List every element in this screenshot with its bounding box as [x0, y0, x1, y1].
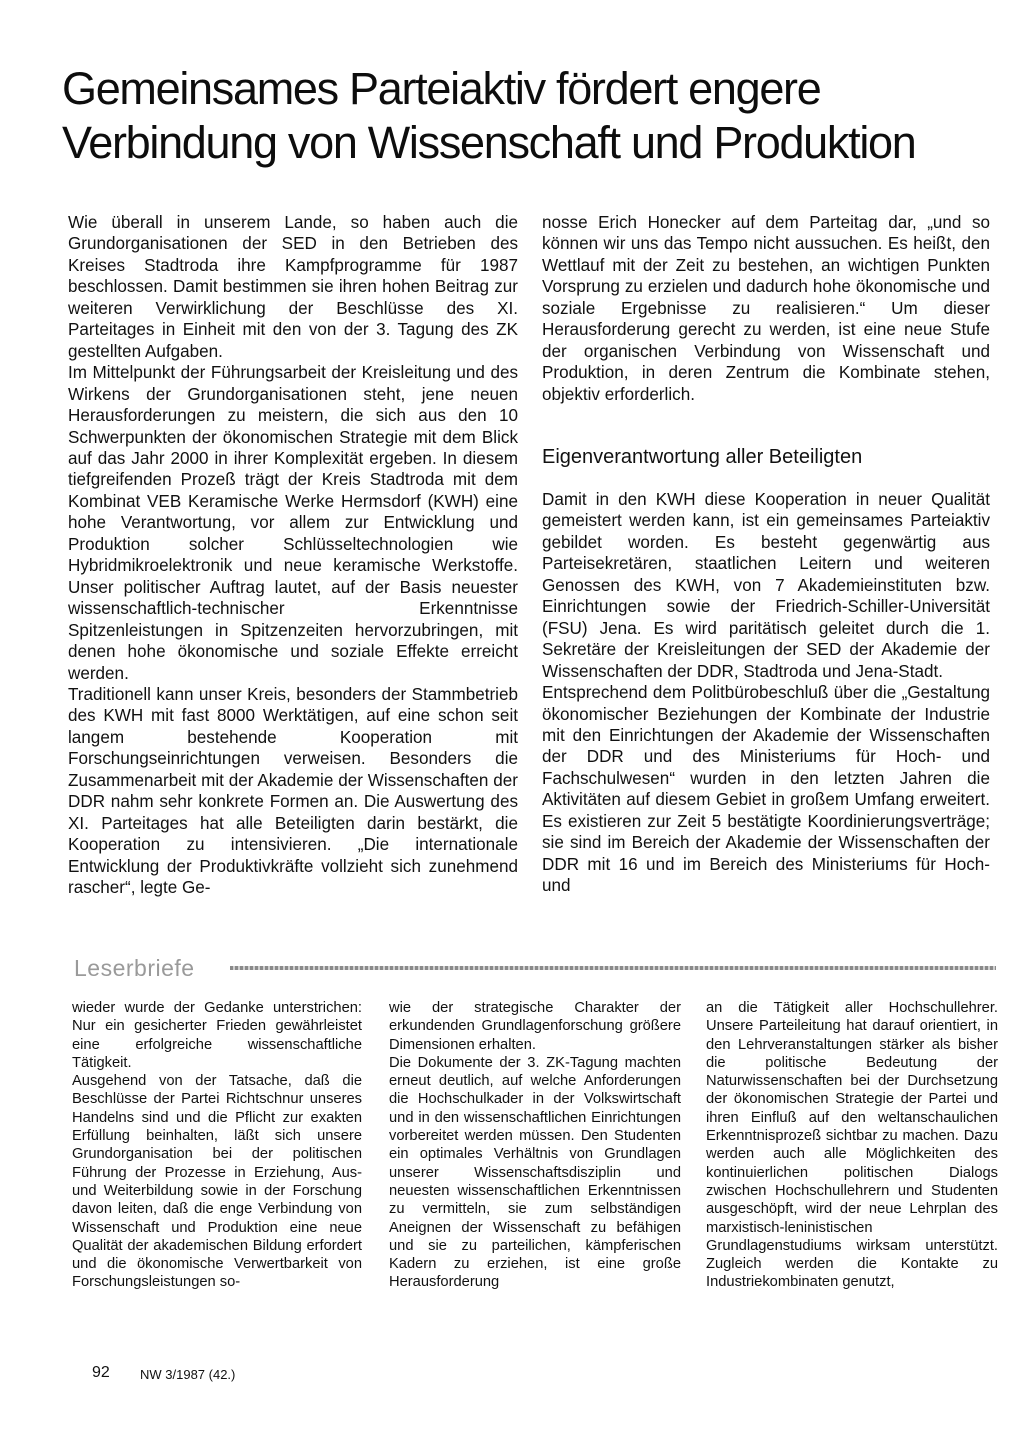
paragraph: an die Tätigkeit aller Hochschullehrer. Unsere Parteileitung hat darauf orientiert, in den Lehrveranstaltungen stärker als bisher die politische Bedeutung der Naturwissenschaften bei der Durchsetzung der ökonomischen Strategie der Partei und ihren Einfluß auf den weltanschaulichen Erkenntnisprozeß sichtbar zu machen. Dazu werden auch alle Möglichkeiten des kontinuierlichen politischen Dialogs zwischen Hochschullehrern und Studenten ausgeschöpft, wird der neue Lehrplan des marxistisch-leninistischen Grundlagenstudiums wirksam unterstützt. Zugleich werden die Kontakte zu Industriekombinaten genutzt,	[706, 1000, 998, 1291]
paragraph: Wie überall in unserem Lande, so haben auch die Grundorganisationen der SED in den Betrieben des Kreises Stadtroda ihre Kampfprogramme für 1987 beschlossen. Damit bestimmen sie ihren hohen Beitrag zur weiteren Verwirklichung der Beschlüsse des XI. Parteitages in Einheit mit den von der 3. Tagung des ZK gestellten Aufgaben.	[68, 213, 518, 361]
subheading: Eigenverantwortung aller Beteiligten	[542, 446, 863, 468]
headline: Gemeinsames Parteiaktiv fördert engere Verbindung von Wissenschaft und Produktion	[62, 63, 916, 168]
page-number: 92	[92, 1364, 110, 1381]
article-column-2-top	[542, 212, 990, 405]
paragraph: Damit in den KWH diese Kooperation in neuer Qualität gemeistert werden kann, ist ein gemeinsames Parteiaktiv gebildet worden. Es besteht gegenwärtig aus Parteisekretären, staatlichen Leitern und weiteren Genossen des KWH, von 7 Akademieinstituten bzw. Einrichtungen sowie der Friedrich-Schiller-Universität (FSU) Jena. Es wird paritätisch geleitet durch die 1. Sekretäre der Kreisleitungen der SED der Akademie der Wissenschaften der DDR, Stadtroda und Jena-Stadt.	[542, 490, 990, 681]
letters-column-2	[389, 999, 681, 1292]
paragraph: nosse Erich Honecker auf dem Parteitag dar, „und so können wir uns das Tempo nicht aussuchen. Es heißt, den Wettlauf mit der Zeit zu bestehen, an wichtigen Punkten Vorsprung zu erzielen und dadurch hohe ökonomische und soziale Ergebnisse zu realisieren.“ Um dieser Herausforderung gerecht zu werden, ist eine neue Stufe der organischen Verbindung von Wissenschaft und Produktion, in deren Zentrum die Kombinate stehen, objektiv erforderlich.	[542, 213, 990, 404]
issue-reference: NW 3/1987 (42.)	[140, 1367, 236, 1382]
article-column-1	[68, 212, 518, 899]
paragraph: Traditionell kann unser Kreis, besonders der Stammbetrieb des KWH mit fast 8000 Werktätigen, auf eine schon seit langem bestehende Kooperation mit Forschungseinrichtungen verweisen. Besonders die Zusammenarbeit mit der Akademie der Wissenschaften der DDR nahm sehr konkrete Formen an. Die Auswertung des XI. Parteitages hat alle Beteiligten darin bestärkt, die Kooperation zu intensivieren. „Die internationale Entwicklung der Produktivkräfte vollzieht sich zunehmend rascher“, legte Ge-	[68, 684, 518, 898]
paragraph: Ausgehend von der Tatsache, daß die Beschlüsse der Partei Richtschnur unseres Handelns sind und die Pflicht zur exakten Erfüllung beinhalten, läßt sich unsere Grundorganisation bei der politischen Führung der Prozesse in Erziehung, Aus- und Weiterbildung sowie in der Forschung davon leiten, daß die enge Verbindung von Wissenschaft und Produktion eine neue Qualität der akademischen Bildung erfordert und die ökonomische Verwertbarkeit von Forschungsleistungen so-	[72, 1073, 362, 1291]
paragraph: wie der strategische Charakter der erkundenden Grundlagenforschung größere Dimensionen erhalten.	[389, 1000, 681, 1053]
letters-column-3	[706, 999, 998, 1292]
paragraph: Die Dokumente der 3. ZK-Tagung machten erneut deutlich, auf welche Anforderungen die Hochschulkader in der Volkswirtschaft und in den wissenschaftlichen Einrichtungen vorbereitet werden müssen. Den Studenten ein optimales Verhältnis von Grundlagen unserer Wissenschaftsdisziplin und neuesten wissenschaftlichen Erkenntnissen zu vermitteln, sie zum selbständigen Aneignen der Wissenschaft zu befähigen und sie zu parteilichen, kämpferischen Kadern zu erziehen, ist eine große Herausforderung	[389, 1054, 681, 1291]
paragraph: wieder wurde der Gedanke unterstrichen: Nur ein gesicherter Frieden gewährleistet eine erfolgreiche wissenschaftliche Tätigkeit.	[72, 1000, 362, 1071]
letters-column-1	[72, 999, 362, 1292]
section-divider	[230, 966, 996, 970]
section-label: Leserbriefe	[74, 955, 195, 981]
article-column-2-bottom	[542, 489, 990, 897]
paragraph: Im Mittelpunkt der Führungsarbeit der Kreisleitung und des Wirkens der Grundorganisationen steht, jene neuen Herausforderungen zu meistern, die sich aus den 10 Schwerpunkten der ökonomischen Strategie mit dem Blick auf das Jahr 2000 in ihrer Komplexität ergeben. In diesem tiefgreifenden Prozeß trägt der Kreis Stadtroda mit dem Kombinat VEB Keramische Werke Hermsdorf (KWH) eine hohe Verantwortung, vor allem zur Entwicklung und Produktion solcher Schlüsseltechnologien wie Hybridmikroelektronik und neue keramische Werkstoffe. Unser politischer Auftrag lautet, auf der Basis neuester wissenschaftlich-technischer Erkenntnisse Spitzenleistungen in Spitzenzeiten hervorzubringen, mit denen hohe ökonomische und soziale Effekte erreicht werden.	[68, 363, 518, 683]
paragraph: Entsprechend dem Politbürobeschluß über die „Gestaltung ökonomischer Beziehungen der Kombinate der Industrie mit den Einrichtungen der Akademie der Wissenschaften der DDR und des Ministeriums für Hoch- und Fachschulwesen“ wurden in den letzten Jahren die Aktivitäten auf diesem Gebiet in großem Umfang erweitert. Es existieren zur Zeit 5 bestätigte Koordinierungsverträge; sie sind im Bereich der Akademie der Wissenschaften der DDR mit 16 und im Bereich des Ministeriums für Hoch- und	[542, 683, 990, 896]
